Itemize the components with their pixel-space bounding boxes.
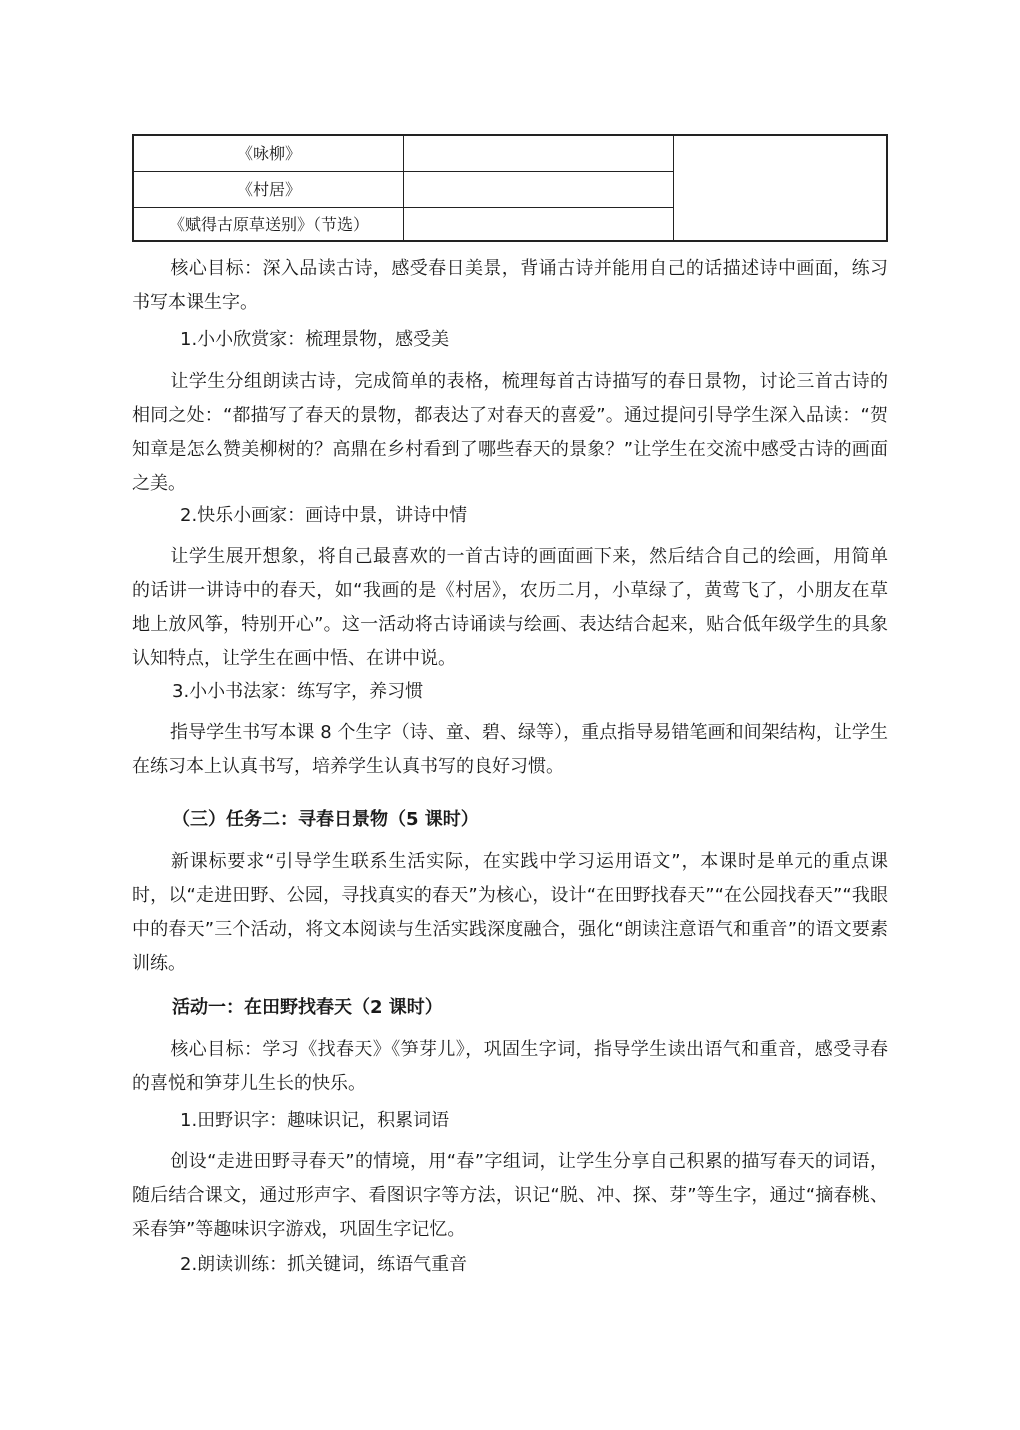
paragraph-text: 让学生展开想象，将自己最喜欢的一首古诗的画面画下来，然后结合自己的绘画，用简单的话讲一讲诗中的春天，如“我画的是《村居》，农历二月，小草绿了，黄莺飞了，小朋友在草地上放风筝，特别开心”。这一活动将古诗诵读与绘画、表达结合起来，贴合低年级学生的具象认知特点，让学生在画中悟、在讲中说。 bbox=[132, 546, 888, 669]
paragraph-core-goal-1 bbox=[132, 252, 888, 320]
paragraph-text: 新课标要求“引导学生联系生活实际，在实践中学习运用语文”，本课时是单元的重点课时，以“走进田野、公园，寻找真实的春天”为核心，设计“在田野找春天”“在公园找春天”“我眼中的春天”三个活动，将文本阅读与生活实践深度融合，强化“朗读注意语气和重音”的语文要素训练。 bbox=[132, 851, 888, 974]
paragraph-appreciator bbox=[132, 365, 888, 501]
paragraph-text: 指导学生书写本课 8 个生字（诗、童、碧、绿等），重点指导易错笔画和间架结构，让学生在练习本上认真书写，培养学生认真书写的良好习惯。 bbox=[132, 722, 888, 777]
table-cell-poem-title: 《咏柳》 bbox=[236, 144, 301, 163]
heading-field-literacy: 1.田野识字：趣味识记，积累词语 bbox=[180, 1110, 450, 1131]
paragraph-text: 创设“走进田野寻春天”的情境，用“春”字组词，让学生分享自己积累的描写春天的词语，随后结合课文，通过形声字、看图识字等方法，识记“脱、冲、探、芽”等生字，通过“摘春桃、采春笋”等趣味识字游戏，巩固生字记忆。 bbox=[132, 1151, 888, 1240]
paragraph-text: 核心目标：学习《找春天》《笋芽儿》，巩固生字词，指导学生读出语气和重音，感受寻春的喜悦和笋芽儿生长的快乐。 bbox=[132, 1039, 888, 1094]
table-cell-poem-title: 《赋得古原草送别》（节选） bbox=[168, 215, 369, 234]
heading-reading-training: 2.朗读训练：抓关键词，练语气重音 bbox=[180, 1254, 468, 1275]
paragraph-calligrapher bbox=[132, 716, 888, 784]
heading-small-painter: 2.快乐小画家：画诗中景，讲诗中情 bbox=[180, 505, 468, 526]
paragraph-text: 让学生分组朗读古诗，完成简单的表格，梳理每首古诗描写的春日景物，讨论三首古诗的相同之处：“都描写了春天的景物，都表达了对春天的喜爱”。通过提问引导学生深入品读：“贺知章是怎么赞美柳树的？高鼎在乡村看到了哪些春天的景象？”让学生在交流中感受古诗的画面之美。 bbox=[132, 371, 888, 494]
heading-activity-one: 活动一：在田野找春天（2 课时） bbox=[172, 997, 443, 1018]
table-cell-poem-title: 《村居》 bbox=[236, 180, 301, 199]
paragraph-text: 核心目标：深入品读古诗，感受春日美景，背诵古诗并能用自己的话描述诗中画面，练习书写本课生字。 bbox=[132, 258, 888, 313]
heading-small-appreciator: 1.小小欣赏家：梳理景物，感受美 bbox=[180, 329, 450, 350]
paragraph-field-literacy bbox=[132, 1145, 888, 1247]
paragraph-core-goal-2 bbox=[132, 1033, 888, 1101]
heading-small-calligrapher: 3.小小书法家：练写字，养习惯 bbox=[172, 681, 424, 702]
paragraph-painter bbox=[132, 540, 888, 676]
poem-table bbox=[132, 134, 888, 242]
paragraph-task-two bbox=[132, 845, 888, 981]
heading-task-two: （三）任务二：寻春日景物（5 课时） bbox=[172, 809, 479, 830]
table-column-blank bbox=[404, 136, 674, 240]
